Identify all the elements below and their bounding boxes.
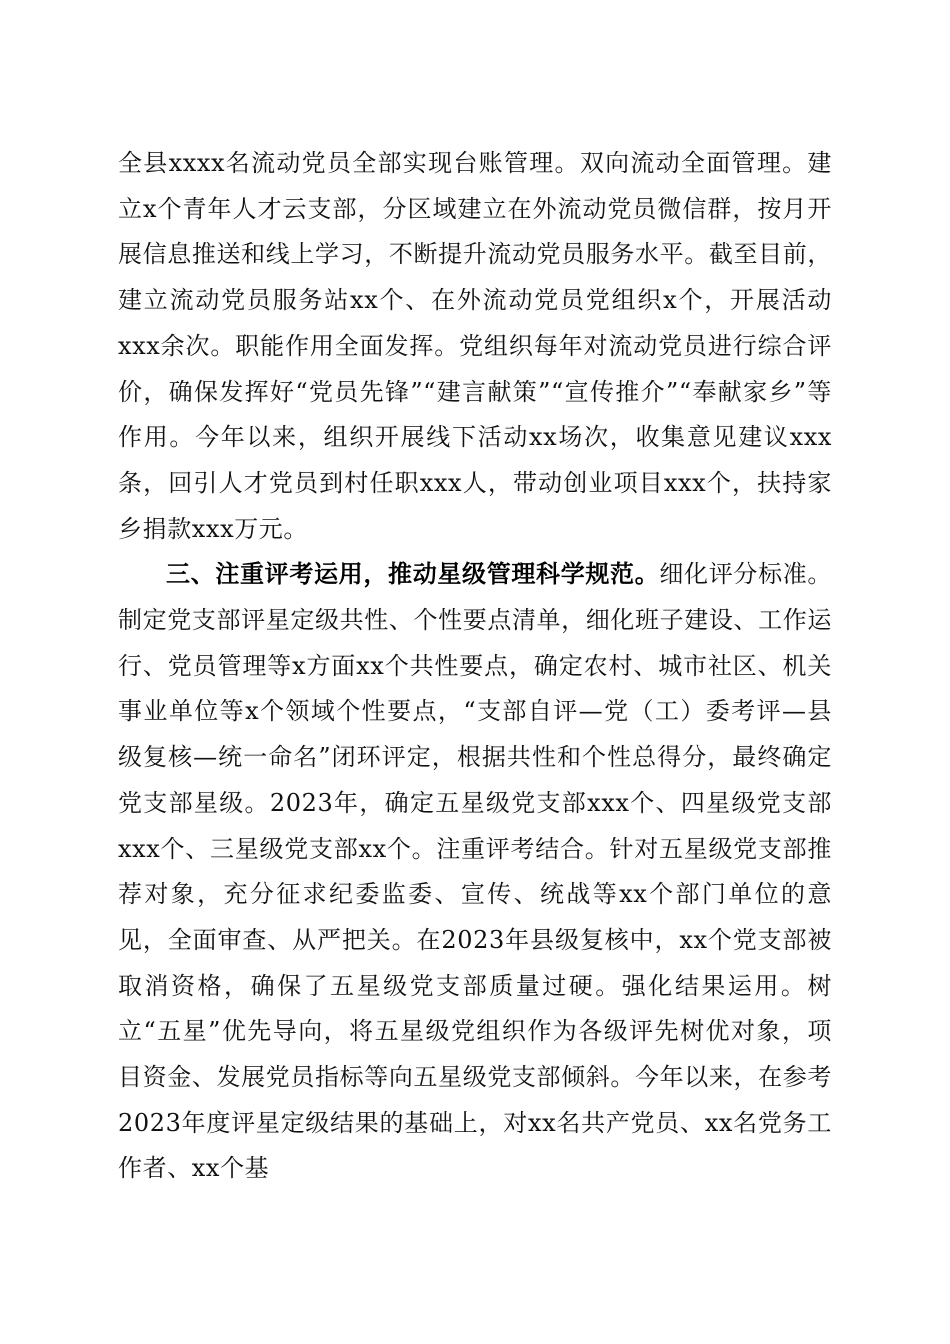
document-body	[118, 141, 832, 1192]
paragraph-section-three	[118, 552, 832, 1192]
paragraph-continuation	[118, 141, 832, 552]
paragraph-text: 细化评分标准。制定党支部评星定级共性、个性要点清单，细化班子建设、工作运行、党员管理等x方面xx个共性要点，确定农村、城市社区、机关事业单位等x个领域个性要点，“支部自评—党（工）委考评—县级复核—统一命名”闭环评定，根据共性和个性总得分，最终确定党支部星级。2023年，确定五星级党支部xxx个、四星级党支部xxx个、三星级党支部xx个。注重评考结合。针对五星级党支部推荐对象，充分征求纪委监委、宣传、统战等xx个部门单位的意见，全面审查、从严把关。在2023年县级复核中，xx个党支部被取消资格，确保了五星级党支部质量过硬。强化结果运用。树立“五星”优先导向，将五星级党组织作为各级评先树优对象，项目资金、发展党员指标等向五星级党支部倾斜。今年以来，在参考2023年度评星定级结果的基础上，对xx名共产党员、xx名党务工作者、xx个基	[118, 560, 833, 1183]
section-heading: 三、注重评考运用，推动星级管理科学规范。	[166, 560, 660, 589]
paragraph-text: 全县xxxx名流动党员全部实现台账管理。双向流动全面管理。建立x个青年人才云支部，分区域建立在外流动党员微信群，按月开展信息推送和线上学习，不断提升流动党员服务水平。截至目前，建立流动党员服务站xx个、在外流动党员党组织x个，开展活动xxx余次。职能作用全面发挥。党组织每年对流动党员进行综合评价，确保发挥好“党员先锋”“建言献策”“宣传推介”“奉献家乡”等作用。今年以来，组织开展线下活动xx场次，收集意见建议xxx条，回引人才党员到村任职xxx人，带动创业项目xxx个，扶持家乡捐款xxx万元。	[118, 149, 832, 543]
